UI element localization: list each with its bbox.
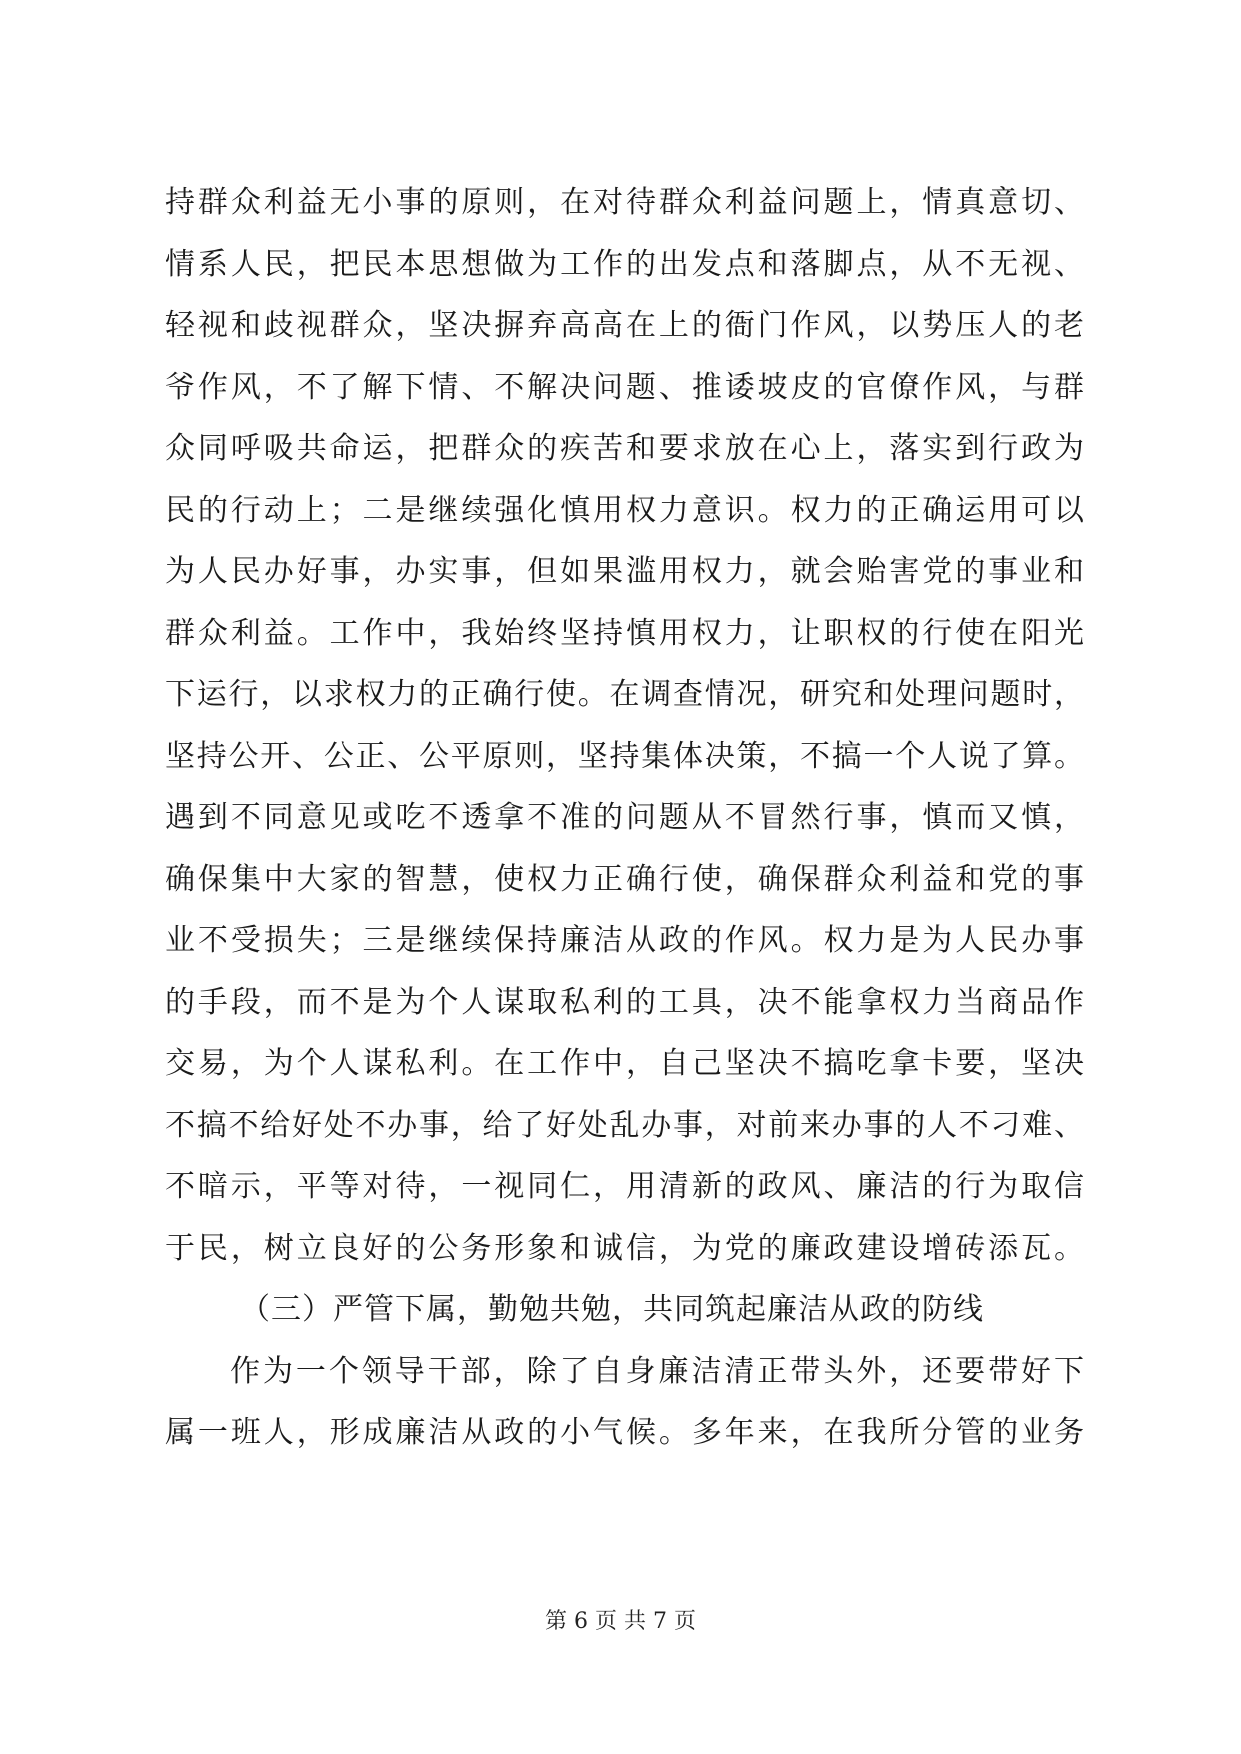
text-line: 爷作风，不了解下情、不解决问题、推诿坡皮的官僚作风，与群 bbox=[165, 369, 1085, 405]
text-line: 业不受损失；三是继续保持廉洁从政的作风。权力是为人民办事 bbox=[165, 923, 1085, 958]
text-line: 不搞不给好处不办事，给了好处乱办事，对前来办事的人不刁难、 bbox=[165, 1107, 1085, 1143]
page-number-footer: 第 6 页 共 7 页 bbox=[545, 1609, 696, 1634]
text-line: 不暗示，平等对待，一视同仁，用清新的政风、廉洁的行为取信 bbox=[165, 1169, 1085, 1204]
text-line: 轻视和歧视群众，坚决摒弃高高在上的衙门作风，以势压人的老 bbox=[165, 308, 1085, 343]
text-line: 确保集中大家的智慧，使权力正确行使，确保群众利益和党的事 bbox=[165, 861, 1085, 897]
text-line: 的手段，而不是为个人谋取私利的工具，决不能拿权力当商品作 bbox=[165, 984, 1085, 1020]
text-line: 民的行动上；二是继续强化慎用权力意识。权力的正确运用可以 bbox=[165, 492, 1085, 528]
text-line: 下运行，以求权力的正确行使。在调查情况，研究和处理问题时， bbox=[165, 677, 1085, 712]
text-line: 群众利益。工作中，我始终坚持慎用权力，让职权的行使在阳光 bbox=[165, 615, 1085, 651]
text-line: 于民，树立良好的公务形象和诚信，为党的廉政建设增砖添瓦。 bbox=[165, 1230, 1085, 1266]
text-line: 为人民办好事，办实事，但如果滥用权力，就会贻害党的事业和 bbox=[165, 554, 1085, 589]
section-heading: （三）严管下属，勤勉共勉，共同筑起廉洁从政的防线 bbox=[240, 1292, 984, 1327]
text-line: 遇到不同意见或吃不透拿不准的问题从不冒然行事，慎而又慎， bbox=[165, 800, 1085, 835]
body-text bbox=[165, 172, 1085, 1464]
text-line: 情系人民，把民本思想做为工作的出发点和落脚点，从不无视、 bbox=[165, 246, 1085, 282]
text-line: 属一班人，形成廉洁从政的小气候。多年来，在我所分管的业务 bbox=[165, 1415, 1085, 1450]
text-line: 坚持公开、公正、公平原则，坚持集体决策，不搞一个人说了算。 bbox=[165, 738, 1085, 774]
text-line: 作为一个领导干部，除了自身廉洁清正带头外，还要带好下 bbox=[230, 1353, 1085, 1389]
text-line: 交易，为个人谋私利。在工作中，自己坚决不搞吃拿卡要，坚决 bbox=[165, 1046, 1085, 1081]
text-line: 众同呼吸共命运，把群众的疾苦和要求放在心上，落实到行政为 bbox=[165, 431, 1085, 466]
text-line: 持群众利益无小事的原则，在对待群众利益问题上，情真意切、 bbox=[165, 185, 1085, 220]
